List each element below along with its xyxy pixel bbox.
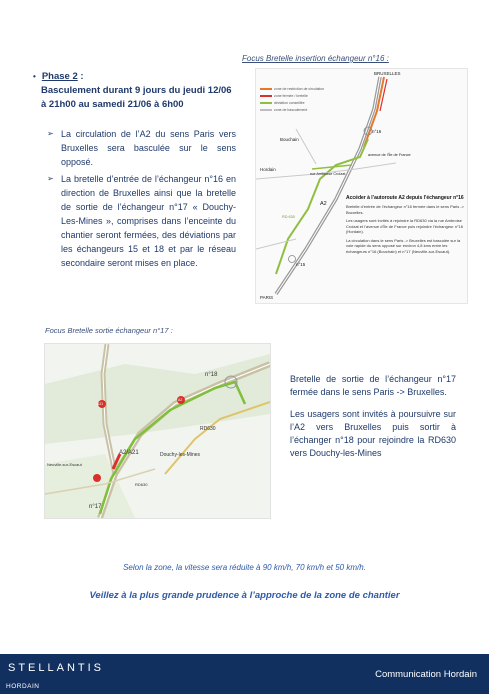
map2-label-n18: n°18 bbox=[205, 372, 218, 378]
legend-text: zone fermée / bretelle bbox=[274, 94, 308, 98]
map1-info-title: Accéder à l’autoroute A2 depuis l’échangeur n°16 bbox=[346, 195, 464, 201]
phase-label: Phase 2 bbox=[41, 71, 78, 82]
map1-caption: Focus Bretelle insertion échangeur n°16 : bbox=[242, 54, 389, 63]
map1-label-hordain: Hordain bbox=[260, 167, 276, 172]
brand-logo: STELLANTIS bbox=[8, 662, 105, 674]
map2-label-a2-marker: A2 bbox=[178, 398, 183, 402]
map1-label-ambroise: rue Ambroise Croizat bbox=[310, 172, 346, 176]
arrow-bullet-icon: ➢ bbox=[47, 174, 54, 183]
map2-label-n17: n°17 bbox=[89, 504, 102, 510]
map1-info-box bbox=[346, 195, 464, 257]
map1-label-rd: RD 630 bbox=[282, 215, 295, 219]
map1-label-paris: PARIS bbox=[260, 295, 274, 300]
map2-roads bbox=[45, 344, 270, 518]
map2-label-a21: A21 bbox=[97, 402, 104, 406]
arrow-bullet-icon: ➢ bbox=[47, 129, 54, 138]
caution-note: Veillez à la plus grande prudence à l’approche de la zone de chantier bbox=[89, 590, 400, 601]
phase-subtitle: Basculement durant 9 jours du jeudi 12/06 à 21h00 au samedi 21/06 à 6h00 bbox=[41, 85, 232, 110]
map1-label-avenue: avenue de l’Île de France bbox=[368, 153, 411, 157]
paragraph-exit-closure: Bretelle de sortie de l’échangeur n°17 fermée dans le sens Paris -> Bruxelles. bbox=[290, 374, 456, 397]
map-interchange-16 bbox=[255, 68, 468, 304]
map1-info-line: Bretelle d’entrée de l’échangeur n°16 fermée dans le sens Paris -> Bruxelles. bbox=[346, 204, 465, 215]
map1-label-a2: A2 bbox=[320, 201, 327, 207]
map-interchange-17 bbox=[44, 343, 271, 519]
map1-label-bruxelles: BRUXELLES bbox=[374, 71, 401, 76]
legend-text: zone de restriction de circulation bbox=[274, 87, 325, 91]
phase-label-suffix: : bbox=[77, 71, 84, 82]
map1-roads bbox=[256, 69, 467, 303]
phase-title bbox=[33, 71, 84, 82]
map1-label-n15: n°15 bbox=[296, 262, 306, 267]
paragraph-ramp-closure-text: La bretelle d’entrée de l’échangeur n°16 en direction de Bruxelles ainsi que la bretelle de sortie de l’échangeur n°17 « Douchy-Les-Mines », comprises dans l’enceinte du chantier seront fermées, des déviations par les échangeurs 15 et 18 et par le réseau secondaire seront mises en place. bbox=[61, 174, 236, 268]
map1-label-n16: n°16 bbox=[372, 129, 382, 134]
legend-text: zone de basculement bbox=[274, 108, 308, 112]
bullet-icon: • bbox=[33, 72, 36, 81]
map1-info-line: La circulation dans le sens Paris -> Bruxelles est basculée sur la voie rapide du sens opposé sur environ 4,8 kms entre les échangeurs n°16 (Bouchain) et n°17 (Neuville-sur-Escaut). bbox=[346, 237, 461, 254]
map2-label-douchy: Douchy-les-Mines bbox=[160, 452, 201, 458]
footer-communication: Communication Hordain bbox=[375, 669, 477, 680]
paragraph-traffic-switch bbox=[47, 127, 236, 169]
map1-label-bouchain: Bouchain bbox=[280, 137, 299, 142]
speed-note: Selon la zone, la vitesse sera réduite à 90 km/h, 70 km/h et 50 km/h. bbox=[123, 563, 366, 572]
paragraph-traffic-switch-text: La circulation de l’A2 du sens Paris vers Bruxelles sera basculée sur le sens opposé. bbox=[61, 129, 236, 167]
legend-text: déviation conseillée bbox=[274, 101, 305, 105]
paragraph-ramp-closure bbox=[47, 172, 236, 270]
map2-caption: Focus Bretelle sortie échangeur n°17 : bbox=[45, 326, 173, 335]
map2-label-neuville: Neuville-sur-Escaut bbox=[47, 462, 82, 467]
map2-label-rd630-south: RD630 bbox=[135, 482, 148, 487]
paragraph-exit-detour: Les usagers sont invités à poursuivre sur l’A2 vers Bruxelles puis sortir à l’échanger n°18 pour rejoindre la RD630 vers Douchy-les-Mines bbox=[290, 409, 456, 458]
map2-label-a2a21: A2/A21 bbox=[119, 450, 139, 456]
map2-label-rd630: RD630 bbox=[200, 426, 216, 432]
map1-info-line: Les usagers sont invités à rejoindre la RD630 via la rue Ambroise Croizat et l’avenue d’Île de France puis rejoindre l’échangeur n°16 (Hordain). bbox=[346, 218, 464, 234]
brand-site: HORDAIN bbox=[6, 683, 40, 690]
footer bbox=[0, 654, 489, 694]
